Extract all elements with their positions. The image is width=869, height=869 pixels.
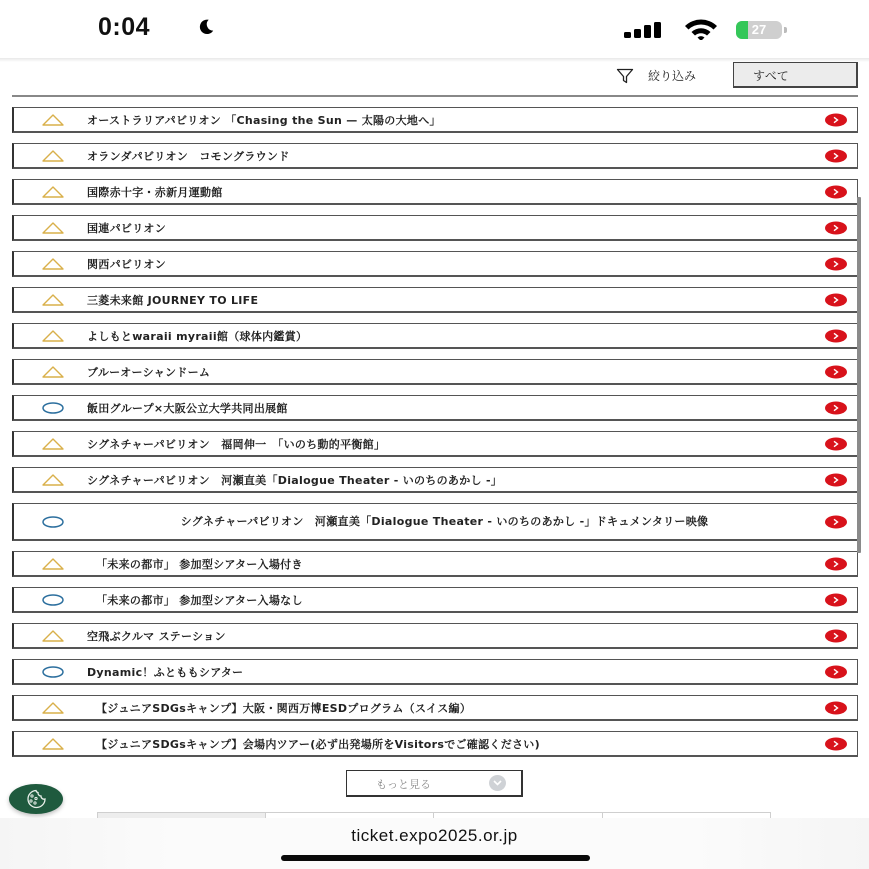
pavilion-row[interactable]: [12, 587, 858, 613]
few-left-triangle-icon: [41, 258, 65, 270]
few-left-triangle-icon: [41, 558, 65, 570]
chevron-right-icon[interactable]: [825, 473, 847, 486]
chevron-right-icon[interactable]: [825, 557, 847, 570]
available-circle-icon: [41, 402, 65, 414]
pavilion-name: シグネチャーパビリオン 福岡伸一 「いのち動的平衡館」: [87, 437, 386, 451]
pavilion-name: 空飛ぶクルマ ステーション: [87, 629, 226, 643]
show-more-label: もっと見る: [376, 778, 431, 791]
pavilion-row[interactable]: [12, 215, 858, 241]
pavilion-row[interactable]: [12, 503, 858, 541]
pavilion-row[interactable]: [12, 251, 858, 277]
few-left-triangle-icon: [41, 438, 65, 450]
chevron-right-icon[interactable]: [825, 401, 847, 414]
few-left-triangle-icon: [41, 366, 65, 378]
pavilion-name: 「未来の都市」 参加型シアター入場なし: [96, 593, 303, 607]
chevron-right-icon[interactable]: [825, 221, 847, 234]
pavilion-row[interactable]: [12, 695, 858, 721]
pavilion-name: 【ジュニアSDGsキャンプ】会場内ツアー(必ず出発場所をVisitorsでご確認ください): [96, 737, 540, 751]
battery-percent: 27: [751, 22, 767, 37]
chevron-right-icon[interactable]: [825, 365, 847, 378]
pavilion-row[interactable]: [12, 107, 858, 133]
divider: [12, 95, 858, 97]
pavilion-row[interactable]: [12, 287, 858, 313]
cookie-icon: [25, 789, 47, 809]
few-left-triangle-icon: [41, 474, 65, 486]
pavilion-name: 関西パビリオン: [87, 257, 166, 271]
chevron-down-icon: [489, 775, 506, 791]
available-circle-icon: [41, 666, 65, 678]
chevron-right-icon[interactable]: [825, 113, 847, 126]
pavilion-row[interactable]: [12, 467, 858, 493]
home-indicator[interactable]: [281, 855, 590, 861]
pavilion-row[interactable]: [12, 551, 858, 577]
show-more-button[interactable]: [346, 770, 523, 797]
pavilion-row[interactable]: [12, 323, 858, 349]
few-left-triangle-icon: [41, 222, 65, 234]
pavilion-name: 三菱未来館 JOURNEY TO LIFE: [87, 293, 259, 307]
filter-selected-value: すべて: [753, 69, 789, 83]
pavilion-name: 国際赤十字・赤新月運動館: [87, 185, 223, 199]
few-left-triangle-icon: [41, 630, 65, 642]
pavilion-name: ブルーオーシャンドーム: [87, 365, 211, 379]
few-left-triangle-icon: [41, 150, 65, 162]
moon-icon: [197, 18, 215, 36]
pavilion-row[interactable]: [12, 659, 858, 685]
filter-label[interactable]: 絞り込み: [648, 69, 697, 83]
pavilion-row[interactable]: [12, 623, 858, 649]
few-left-triangle-icon: [41, 738, 65, 750]
few-left-triangle-icon: [41, 330, 65, 342]
battery-indicator: [736, 21, 788, 39]
pavilion-row[interactable]: [12, 431, 858, 457]
chevron-right-icon[interactable]: [825, 185, 847, 198]
pavilion-name: 「未来の都市」 参加型シアター入場付き: [96, 557, 303, 571]
pavilion-name: Dynamic！ふとももシアター: [87, 665, 244, 679]
few-left-triangle-icon: [41, 294, 65, 306]
chevron-right-icon[interactable]: [825, 665, 847, 678]
filter-select[interactable]: [733, 62, 858, 88]
chevron-right-icon[interactable]: [825, 329, 847, 342]
cookie-settings-button[interactable]: [9, 784, 63, 814]
browser-address-bar[interactable]: [0, 818, 869, 869]
pavilion-name: オーストラリアパビリオン 「Chasing the Sun — 太陽の大地へ」: [87, 113, 441, 127]
chevron-right-icon[interactable]: [825, 149, 847, 162]
status-time: 0:04: [98, 13, 151, 41]
pavilion-list: [12, 107, 858, 767]
pavilion-row[interactable]: [12, 731, 858, 757]
chevron-right-icon[interactable]: [825, 629, 847, 642]
few-left-triangle-icon: [41, 702, 65, 714]
chevron-right-icon[interactable]: [825, 593, 847, 606]
wifi-icon: [683, 18, 719, 40]
pavilion-row[interactable]: [12, 143, 858, 169]
filter-bar: [0, 62, 869, 96]
scrollbar[interactable]: [857, 197, 861, 553]
pavilion-name: よしもとwaraii myraii館（球体内鑑賞）: [87, 329, 308, 343]
chevron-right-icon[interactable]: [825, 293, 847, 306]
cellular-signal-icon: [624, 22, 666, 38]
chevron-right-icon[interactable]: [825, 737, 847, 750]
pavilion-name: 国連パビリオン: [87, 221, 166, 235]
chevron-right-icon[interactable]: [825, 515, 847, 528]
available-circle-icon: [41, 516, 65, 528]
status-bar: [0, 0, 869, 58]
pavilion-name: シグネチャーパビリオン 河瀬直美「Dialogue Theater - いのちのあかし -」: [87, 473, 503, 487]
chevron-right-icon[interactable]: [825, 437, 847, 450]
pavilion-name: オランダパビリオン コモングラウンド: [87, 149, 290, 163]
chevron-right-icon[interactable]: [825, 257, 847, 270]
pavilion-name: シグネチャーパビリオン 河瀬直美「Dialogue Theater - いのちのあかし -」ドキュメンタリー映像: [180, 514, 709, 528]
url-text[interactable]: ticket.expo2025.or.jp: [351, 826, 518, 845]
pavilion-row[interactable]: [12, 359, 858, 385]
pavilion-name: 飯田グループ×大阪公立大学共同出展館: [87, 401, 288, 415]
pavilion-name: 【ジュニアSDGsキャンプ】大阪・関西万博ESDプログラム（スイス編）: [96, 701, 472, 715]
few-left-triangle-icon: [41, 114, 65, 126]
pavilion-row[interactable]: [12, 179, 858, 205]
filter-icon[interactable]: [616, 67, 634, 85]
chevron-right-icon[interactable]: [825, 701, 847, 714]
available-circle-icon: [41, 594, 65, 606]
few-left-triangle-icon: [41, 186, 65, 198]
pavilion-row[interactable]: [12, 395, 858, 421]
